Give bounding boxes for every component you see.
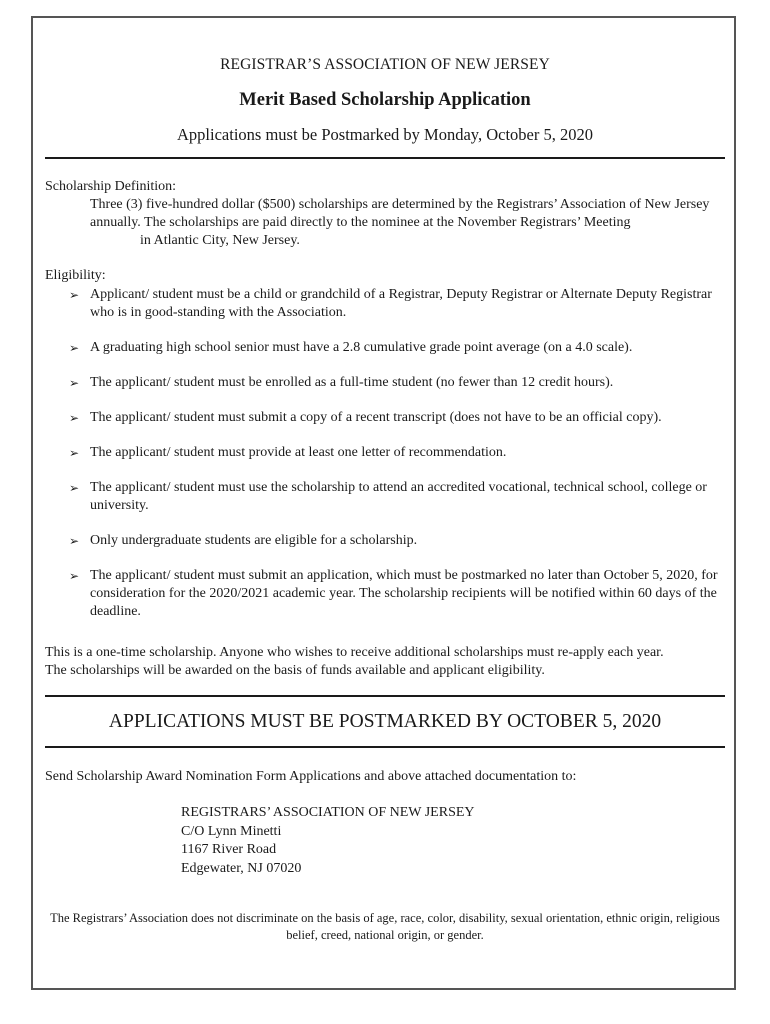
document-title: Merit Based Scholarship Application <box>239 90 531 110</box>
address-line-2: C/O Lynn Minetti <box>181 823 282 839</box>
address-line-4: Edgewater, NJ 07020 <box>181 860 302 876</box>
list-item: ➢ The applicant/ student must be enrolled as a full-time student (no fewer than 12 credit hours). <box>69 375 614 390</box>
list-item: ➢ The applicant/ student must submit an application, which must be postmarked no later than October 5, 2020, for consideration for the 2020/2021 academic year. The scholarship recipients will be notified within 60 days of the deadline. <box>69 568 718 619</box>
mailing-address <box>181 804 475 878</box>
arrow-bullet-icon: ➢ <box>69 481 80 495</box>
definition-text <box>90 196 722 250</box>
deadline-banner: APPLICATIONS MUST BE POSTMARKED BY OCTOBER 5, 2020 <box>108 711 662 732</box>
address-line-1: REGISTRARS’ ASSOCIATION OF NEW JERSEY <box>181 805 475 820</box>
list-item: ➢ The applicant/ student must provide at least one letter of recommendation. <box>69 445 507 460</box>
closing-line-2: The scholarships will be awarded on the basis of funds available and applicant eligibility. <box>45 663 545 678</box>
definition-label: Scholarship Definition: <box>45 179 177 194</box>
divider-deadline-bottom <box>45 746 725 748</box>
list-item: ➢ The applicant/ student must submit a copy of a recent transcript (does not have to be an official copy). <box>69 410 662 425</box>
address-line-3: 1167 River Road <box>181 842 277 857</box>
list-item: ➢ Applicant/ student must be a child or grandchild of a Registrar, Deputy Registrar or Alternate Deputy Registrar who is in good-standing with the Association. <box>69 287 712 320</box>
divider-top <box>45 157 725 159</box>
divider-deadline-top <box>45 695 725 697</box>
arrow-bullet-icon: ➢ <box>69 446 80 460</box>
arrow-bullet-icon: ➢ <box>69 288 80 302</box>
definition-text-main: Three (3) five-hundred dollar ($500) scholarships are determined by the Registrars’ Association of New Jersey annually. The scholarships are paid directly to the nominee at the November Registrars’ Meeting <box>90 197 710 230</box>
list-item: ➢ Only undergraduate students are eligible for a scholarship. <box>69 533 418 548</box>
arrow-bullet-icon: ➢ <box>69 569 80 583</box>
arrow-bullet-icon: ➢ <box>69 534 80 548</box>
definition-text-end: in Atlantic City, New Jersey. <box>140 233 300 248</box>
arrow-bullet-icon: ➢ <box>69 376 80 390</box>
arrow-bullet-icon: ➢ <box>69 411 80 425</box>
deadline-subtitle: Applications must be Postmarked by Monday, October 5, 2020 <box>177 125 593 144</box>
org-name: REGISTRAR’S ASSOCIATION OF NEW JERSEY <box>220 56 550 73</box>
closing-line-1: This is a one-time scholarship. Anyone who wishes to receive additional scholarships must re-apply each year. <box>45 645 664 660</box>
nondiscrimination-disclaimer: The Registrars’ Association does not discriminate on the basis of age, race, color, disability, sexual orientation, ethnic origin, religious belief, creed, national origin, or gender. <box>50 911 720 942</box>
closing-paragraph <box>45 644 725 680</box>
eligibility-list <box>45 286 725 638</box>
eligibility-label: Eligibility: <box>45 268 106 283</box>
list-item: ➢ The applicant/ student must use the scholarship to attend an accredited vocational, technical school, college or university. <box>69 480 707 513</box>
list-item: ➢ A graduating high school senior must have a 2.8 cumulative grade point average (on a 4.0 scale). <box>69 340 633 355</box>
send-instructions: Send Scholarship Award Nomination Form Applications and above attached documentation to: <box>45 769 577 784</box>
arrow-bullet-icon: ➢ <box>69 341 80 355</box>
